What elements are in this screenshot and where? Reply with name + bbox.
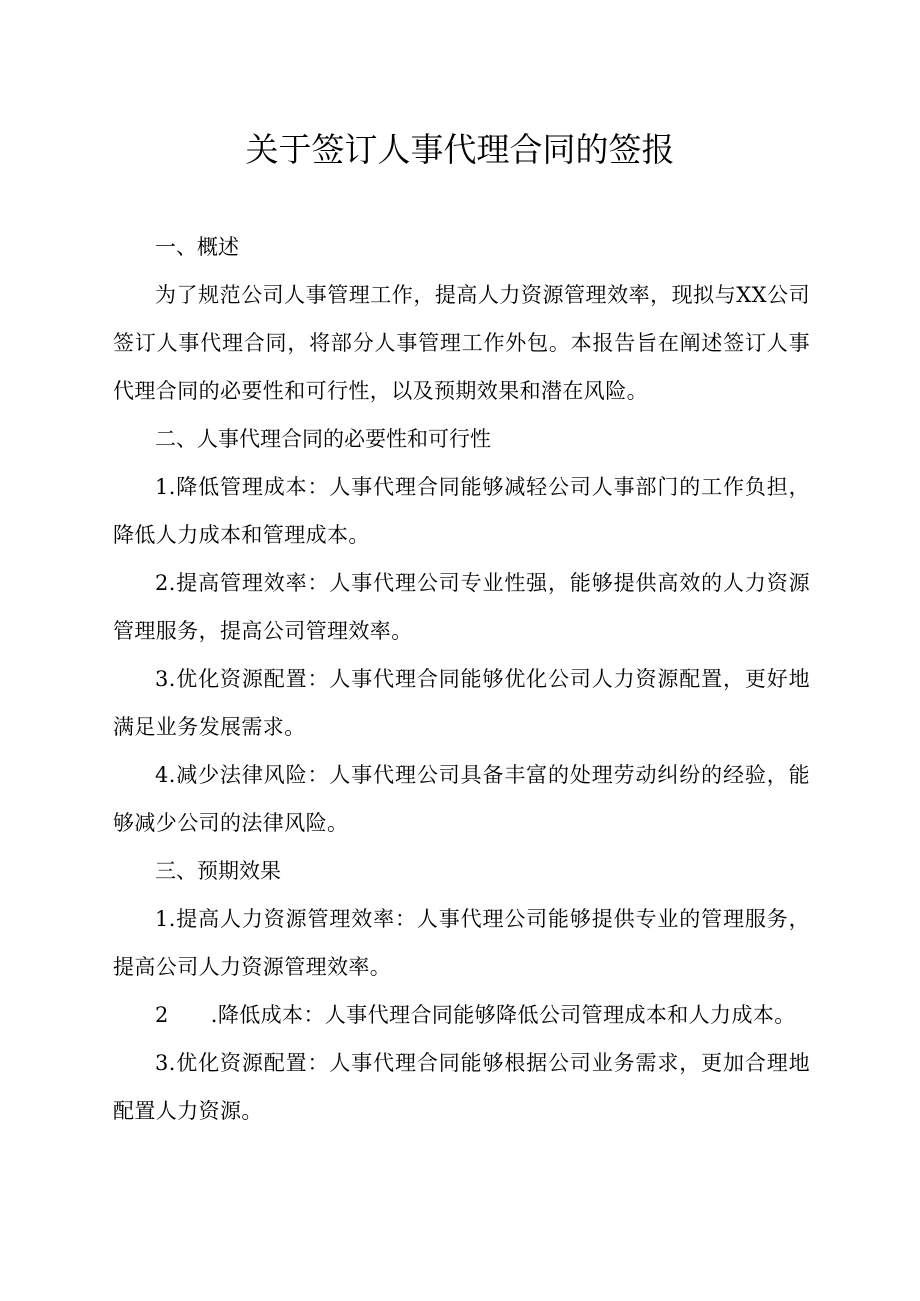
section-heading-overview: 一、概述 bbox=[155, 235, 239, 259]
necessity-item-1: 1.降低管理成本：人事代理合同能够减轻公司人事部门的工作负担，降低人力成本和管理成本。 bbox=[113, 475, 810, 547]
document-body bbox=[113, 223, 810, 1135]
necessity-item-2: 2.提高管理效率：人事代理公司专业性强，能够提供高效的人力资源管理服务，提高公司管理效率。 bbox=[113, 571, 810, 643]
necessity-item-4: 4.减少法律风险：人事代理公司具备丰富的处理劳动纠纷的经验，能够减少公司的法律风险。 bbox=[113, 763, 810, 835]
necessity-item-3: 3.优化资源配置：人事代理合同能够优化公司人力资源配置，更好地满足业务发展需求。 bbox=[113, 667, 810, 739]
effects-item-2-number: 2 bbox=[155, 1003, 169, 1027]
effects-item-3: 3.优化资源配置：人事代理合同能够根据公司业务需求，更加合理地配置人力资源。 bbox=[113, 1051, 810, 1123]
document-title: 关于签订人事代理合同的签报 bbox=[245, 130, 675, 169]
effects-item-2-text: .降低成本：人事代理合同能够降低公司管理成本和人力成本。 bbox=[210, 1003, 796, 1027]
section-heading-necessity: 二、人事代理合同的必要性和可行性 bbox=[155, 427, 491, 451]
overview-paragraph: 为了规范公司人事管理工作，提高人力资源管理效率，现拟与XX公司签订人事代理合同，将部分人事管理工作外包。本报告旨在阐述签订人事代理合同的必要性和可行性，以及预期效果和潜在风险。 bbox=[113, 283, 810, 403]
section-heading-expected-effects: 三、预期效果 bbox=[155, 859, 281, 883]
effects-item-2 bbox=[113, 991, 810, 1039]
effects-item-1: 1.提高人力资源管理效率：人事代理公司能够提供专业的管理服务，提高公司人力资源管理效率。 bbox=[113, 907, 810, 979]
